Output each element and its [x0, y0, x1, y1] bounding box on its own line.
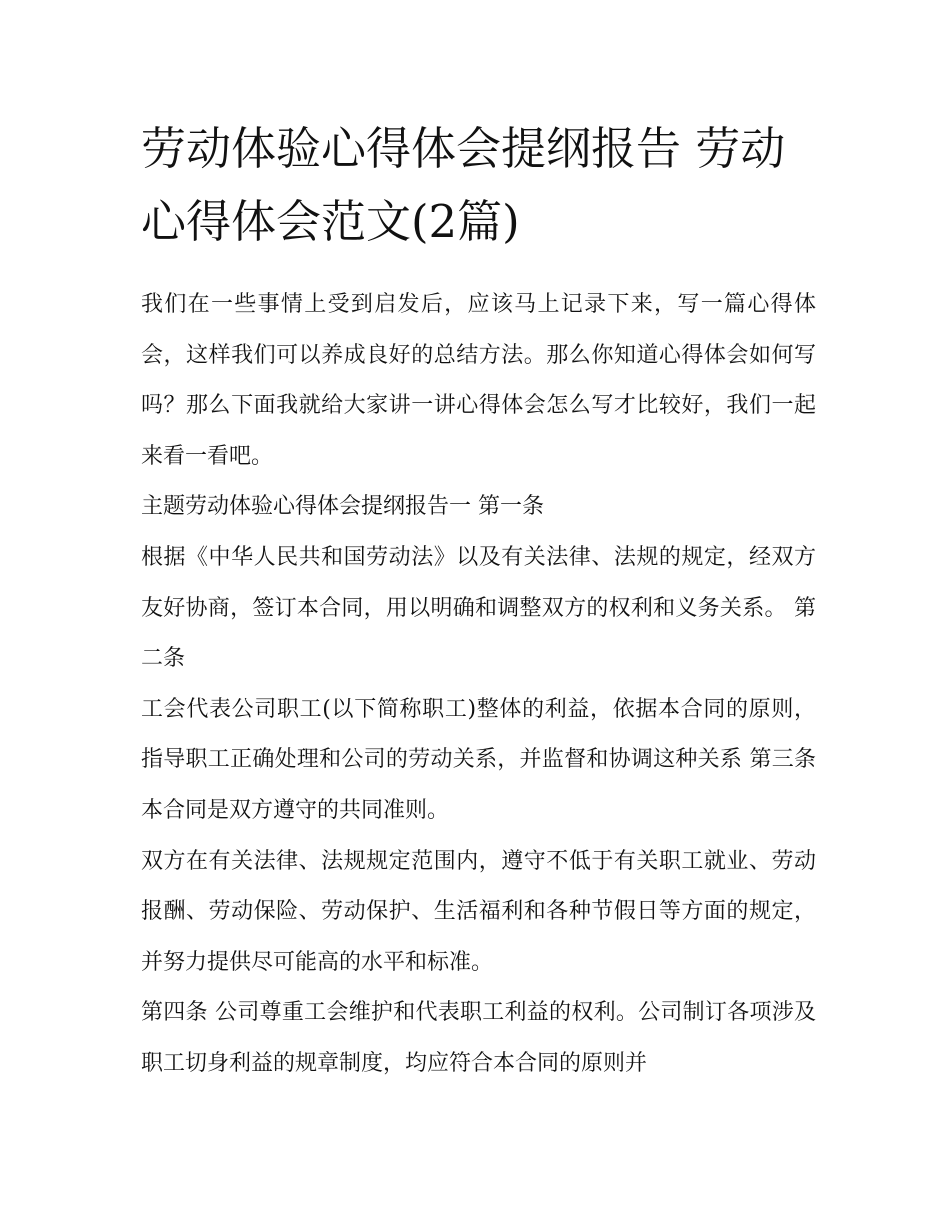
paragraph-section-heading: 主题劳动体验心得体会提纲报告一 第一条: [141, 494, 544, 520]
paragraph-article-2: 工会代表公司职工(以下简称职工)整体的利益，依据本合同的原则，指导职工正确处理和公司的劳动关系，并监督和协调这种关系 第三条 本合同是双方遵守的共同准则。: [141, 696, 816, 823]
paragraph-intro: 我们在一些事情上受到启发后，应该马上记录下来，写一篇心得体会，这样我们可以养成良好的总结方法。那么你知道心得体会如何写吗？那么下面我就给大家讲一讲心得体会怎么写才比较好，我们一起来看一看吧。: [141, 292, 816, 469]
paragraph-article-4: 第四条 公司尊重工会维护和代表职工利益的权利。公司制订各项涉及职工切身利益的规章制度，均应符合本合同的原则并: [141, 1000, 816, 1076]
document-body: [141, 112, 816, 1090]
paragraph-article-3: 双方在有关法律、法规规定范围内，遵守不低于有关职工就业、劳动报酬、劳动保险、劳动保护、生活福利和各种节假日等方面的规定，并努力提供尽可能高的水平和标准。: [141, 848, 816, 975]
document-title: 劳动体验心得体会提纲报告 劳动心得体会范文(2篇): [141, 122, 786, 248]
paragraph-article-1: 根据《中华人民共和国劳动法》以及有关法律、法规的规定，经双方友好协商，签订本合同，用以明确和调整双方的权利和义务关系。 第二条: [141, 544, 816, 672]
